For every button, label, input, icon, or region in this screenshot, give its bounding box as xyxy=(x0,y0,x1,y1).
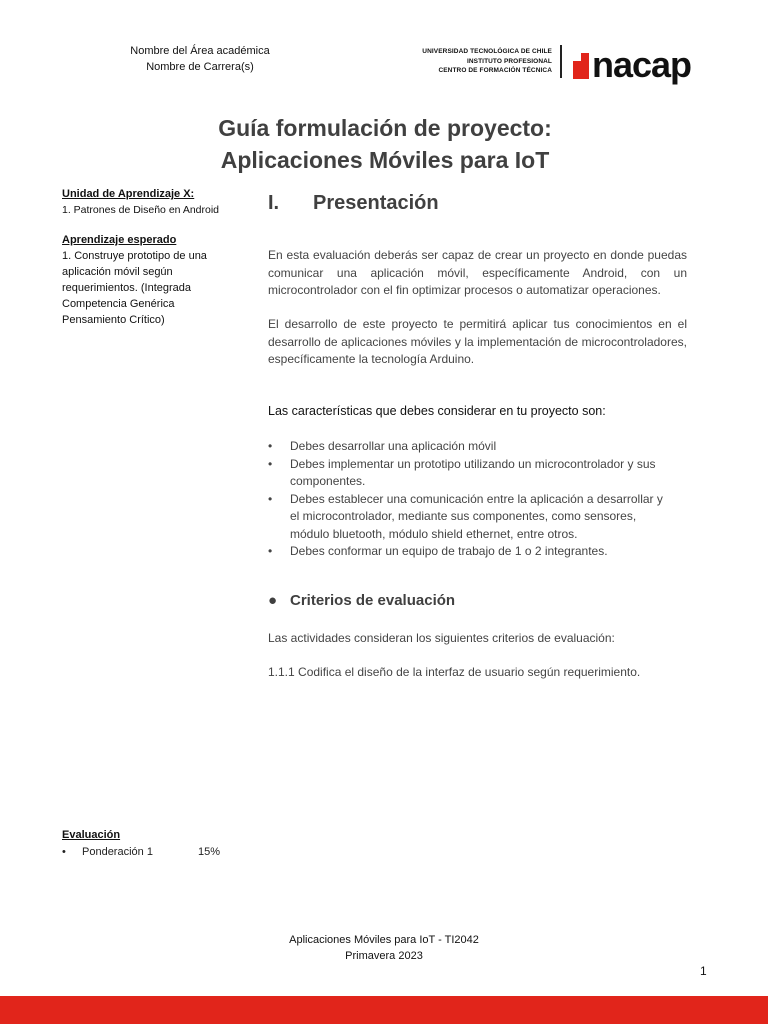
evaluation-value: 15% xyxy=(198,846,221,858)
institution-line: UNIVERSIDAD TECNOLÓGICA DE CHILE xyxy=(422,48,552,55)
evaluation-heading: Evaluación xyxy=(62,829,121,841)
list-item: • Debes establecer una comunicación entre la aplicación a desarrollar y el microcontrolador, mediante sus componentes, como sensores, módulo bluetooth, módulo shield ethernet, entre otros. xyxy=(290,491,668,544)
area-name: Nombre del Área académica xyxy=(130,45,270,57)
institution-lines xyxy=(390,47,552,76)
institution-line: CENTRO DE FORMACIÓN TÉCNICA xyxy=(438,67,552,74)
list-item: • Debes conformar un equipo de trabajo de 1 o 2 integrantes. xyxy=(290,543,668,561)
footer-accent-bar xyxy=(0,996,768,1024)
page-number: 1 xyxy=(700,964,707,978)
unit-text: 1. Patrones de Diseño en Android xyxy=(62,204,220,216)
career-name: Nombre de Carrera(s) xyxy=(146,61,254,73)
title-line-2: Aplicaciones Móviles para IoT xyxy=(220,147,550,173)
institution-line: INSTITUTO PROFESIONAL xyxy=(466,57,552,65)
evaluation-item xyxy=(62,846,220,858)
logo-text: nacap xyxy=(592,44,692,85)
list-item: • Debes implementar un prototipo utilizando un microcontrolador y sus componentes. xyxy=(290,456,668,491)
criteria-item: 1.1.1 Codifica el diseño de la interfaz de usuario según requerimiento. xyxy=(268,665,641,679)
characteristics-list xyxy=(268,438,668,561)
section-title: Presentación xyxy=(313,192,439,214)
list-item: • Debes desarrollar una aplicación móvil xyxy=(290,438,668,456)
learning-text: 1. Construye prototipo de una aplicación móvil según requerimientos. (Integrada Competencia Genérica Pensamiento Crítico) xyxy=(62,250,207,326)
title-line-1: Guía formulación de proyecto: xyxy=(218,115,552,141)
sidebar-learning xyxy=(62,232,232,328)
section-paragraph-2: El desarrollo de este proyecto te permitirá aplicar tus conocimientos en el desarrollo de aplicaciones móviles y la implementación de microcontroladores, específicamente la tecnología Arduino. xyxy=(268,317,687,366)
logo-mark-icon xyxy=(573,53,589,79)
page-title xyxy=(150,112,620,176)
learning-heading: Aprendizaje esperado xyxy=(62,234,177,246)
footer-course: Aplicaciones Móviles para IoT - TI2042 xyxy=(289,934,479,946)
section-paragraph-1: En esta evaluación deberás ser capaz de crear un proyecto en donde puedas comunicar una aplicación móvil, específicamente Android, con un microcontrolador con el fin optimizar procesos o automatizar operaciones. xyxy=(268,248,687,297)
sidebar-unit xyxy=(62,186,242,218)
criteria-intro: Las actividades consideran los siguientes criterios de evaluación: xyxy=(268,631,615,645)
unit-heading: Unidad de Aprendizaje X: xyxy=(62,188,195,200)
page-footer xyxy=(234,932,534,964)
evaluation-label: Ponderación 1 xyxy=(82,846,153,858)
criteria-bullet-icon: ● xyxy=(268,592,278,609)
section-heading xyxy=(268,192,439,215)
footer-term: Primavera 2023 xyxy=(345,950,423,962)
criteria-title: Criterios de evaluación xyxy=(290,592,456,609)
characteristics-lead: Las características que debes considerar en tu proyecto son: xyxy=(268,404,606,418)
section-number: I. xyxy=(268,192,280,214)
criteria-heading xyxy=(268,592,455,609)
header-divider xyxy=(560,45,562,78)
header-left xyxy=(110,43,290,75)
evaluation-bullet-icon: • xyxy=(62,846,66,858)
